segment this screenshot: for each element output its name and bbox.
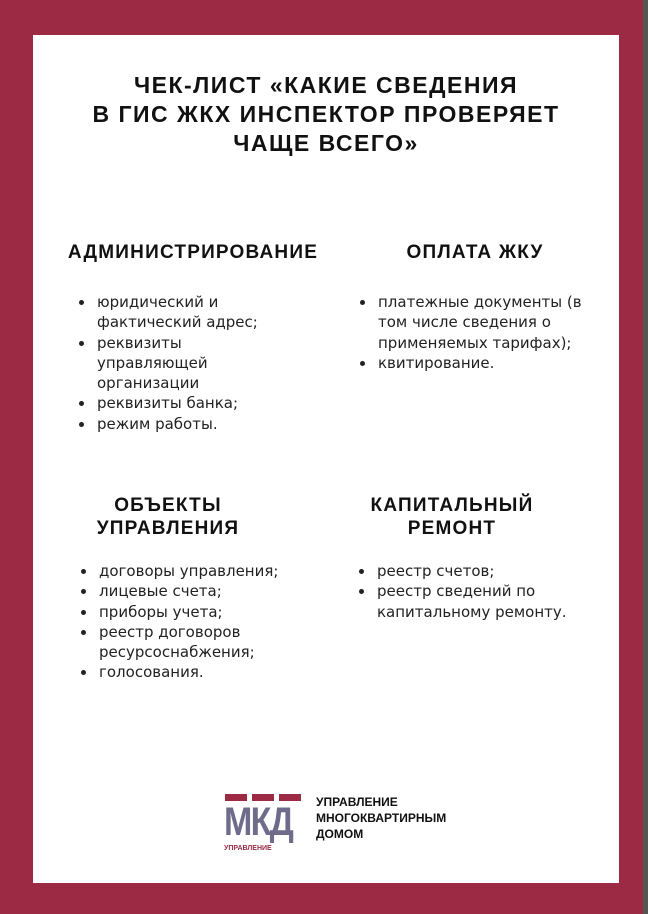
title-line: ЧЕК-ЛИСТ «КАКИЕ СВЕДЕНИЯ (133, 72, 519, 98)
heading-line: РЕМОНТ (407, 518, 497, 539)
checklist-sheet (33, 35, 619, 883)
logo-text-line: УПРАВЛЕНИЕ (316, 795, 398, 809)
logo-text-line: МНОГОКВАРТИРНЫМ (316, 811, 447, 825)
heading-line: КАПИТАЛЬНЫЙ (370, 495, 534, 516)
heading-line: УПРАВЛЕНИЯ (96, 518, 240, 539)
section-heading-capital-repair (347, 494, 557, 540)
page-title (33, 71, 619, 158)
list-item: • платежные документы (в том числе сведения о применяемых тарифах); (376, 292, 588, 353)
list-item: • реквизиты управляющей организации (95, 333, 227, 394)
list-item: • квитирование. (376, 353, 606, 373)
management-objects-list (79, 561, 337, 683)
section-heading-payment: ОПЛАТА ЖКУ (406, 242, 544, 263)
logo-text (316, 794, 446, 842)
list-item: • реестр договоров ресурсоснабжения; (97, 622, 279, 663)
page-edge (643, 0, 648, 914)
section-heading-administration: АДМИНИСТРИРОВАНИЕ (67, 242, 319, 263)
list-item: • юридический и фактический адрес; (95, 292, 267, 333)
title-line: В ГИС ЖКХ ИНСПЕКТОР ПРОВЕРЯЕТ (92, 101, 560, 127)
logo-mark: МКД (224, 800, 293, 844)
list-item: • лицевые счета; (97, 581, 337, 601)
heading-line: ОБЪЕКТЫ (114, 495, 222, 516)
capital-repair-list (357, 561, 615, 622)
list-item: • приборы учета; (97, 602, 337, 622)
section-heading-management-objects (63, 494, 273, 540)
list-item: • голосования. (97, 662, 337, 682)
title-line: ЧАЩЕ ВСЕГО» (233, 130, 419, 156)
logo-text-line: ДОМОМ (316, 827, 364, 841)
mkd-logo (224, 794, 474, 854)
administration-list (77, 292, 325, 434)
list-item: • договоры управления; (97, 561, 337, 581)
logo-subtitle: УПРАВЛЕНИЕ (224, 845, 272, 852)
list-item: • режим работы. (95, 414, 325, 434)
payment-list (358, 292, 606, 373)
list-item: • реквизиты банка; (95, 393, 325, 413)
list-item: • реестр счетов; (375, 561, 615, 581)
list-item: • реестр сведений по капитальному ремонту. (375, 581, 567, 622)
